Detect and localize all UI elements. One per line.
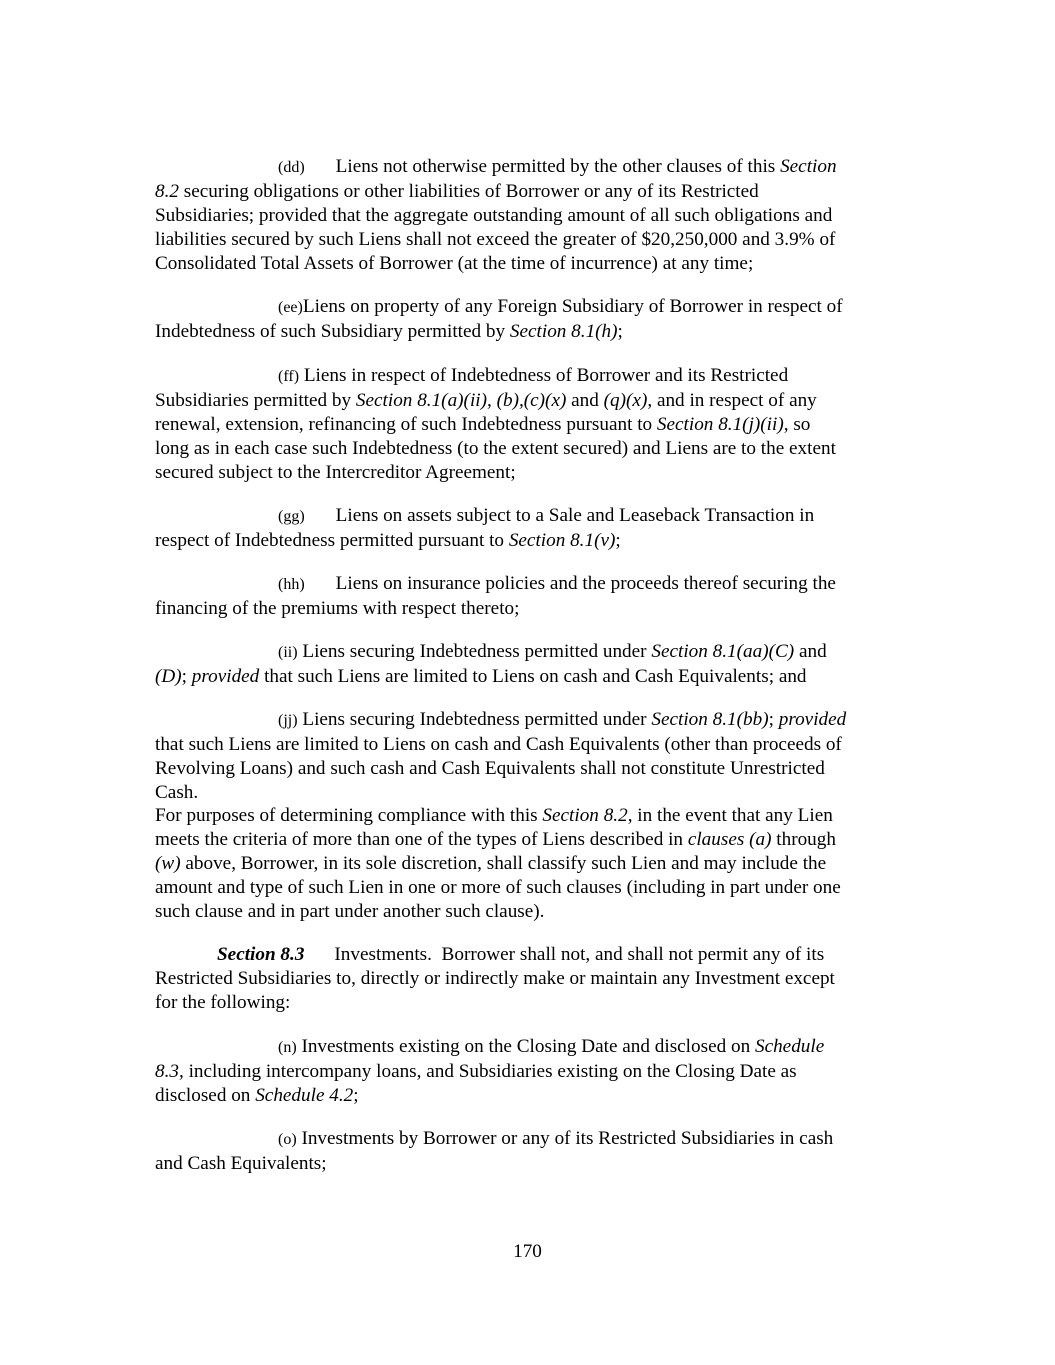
page-number: 170 <box>513 1241 542 1262</box>
clause-hh: (hh) Liens on insurance policies and the proceeds thereof securing the financing of the premiums with respect thereto; <box>155 573 836 619</box>
clause-label: (ee) <box>278 299 303 316</box>
purposes-paragraph: For purposes of determining compliance with this Section 8.2, in the event that any Lien meets the criteria of more than one of the types of Liens described in clauses (a) through (w) above, Borrower, in its sole discretion, shall classify such Lien and may include the amount and type of such Lien in one or more of such clauses (including in part under one such clause and in part under another such clause). <box>155 805 841 922</box>
clause-label: (n) <box>278 1039 297 1056</box>
clause-label: (hh) <box>278 576 305 593</box>
clause-ii: (ii) Liens securing Indebtedness permitted under Section 8.1(aa)(C) and (D); provided that such Liens are limited to Liens on cash and Cash Equivalents; and <box>155 641 827 687</box>
clause-ee: (ee)Liens on property of any Foreign Subsidiary of Borrower in respect of Indebtedness of such Subsidiary permitted by Section 8.1(h); <box>155 296 843 342</box>
clause-label: (ii) <box>278 644 298 661</box>
clause-o: (o) Investments by Borrower or any of its Restricted Subsidiaries in cash and Cash Equivalents; <box>155 1128 834 1174</box>
section-title: Investments. <box>334 944 432 965</box>
section-8-3: Section 8.3 Investments. Borrower shall not, and shall not permit any of its Restricted Subsidiaries to, directly or indirectly make or maintain any Investment except for the following: <box>155 944 835 1013</box>
section-heading: Section 8.3 <box>217 944 305 965</box>
clause-dd: (dd) Liens not otherwise permitted by the other clauses of this Section 8.2 securing obligations or other liabilities of Borrower or any of its Restricted Subsidiaries; provided that the aggregate outstanding amount of all such obligations and liabilities secured by such Liens shall not exceed the greater of $20,250,000 and 3.9% of Consolidated Total Assets of Borrower (at the time of incurrence) at any time; <box>155 156 837 274</box>
clause-label: (dd) <box>278 159 305 176</box>
clause-label: (o) <box>278 1131 297 1148</box>
clause-label: (ff) <box>278 368 300 385</box>
clause-label: (jj) <box>278 712 298 729</box>
clause-ff: (ff) Liens in respect of Indebtedness of Borrower and its Restricted Subsidiaries permitted by Section 8.1(a)(ii), (b),(c)(x) and (q)(x), and in respect of any renewal, extension, refinancing of such Indebtedness pursuant to Section 8.1(j)(ii), so long as in each case such Indebtedness (to the extent secured) and Liens are to the extent secured subject to the Intercreditor Agreement; <box>155 365 836 483</box>
clause-n: (n) Investments existing on the Closing Date and disclosed on Schedule 8.3, including intercompany loans, and Subsidiaries existing on the Closing Date as disclosed on Schedule 4.2; <box>155 1036 825 1106</box>
clause-jj: (jj) Liens securing Indebtedness permitted under Section 8.1(bb); provided that such Liens are limited to Liens on cash and Cash Equivalents (other than proceeds of Revolving Loans) and such cash and Cash Equivalents shall not constitute Unrestricted Cash. <box>155 709 847 803</box>
clause-label: (gg) <box>278 508 305 525</box>
clause-gg: (gg) Liens on assets subject to a Sale and Leaseback Transaction in respect of Indebtedness permitted pursuant to Section 8.1(v); <box>155 505 815 551</box>
